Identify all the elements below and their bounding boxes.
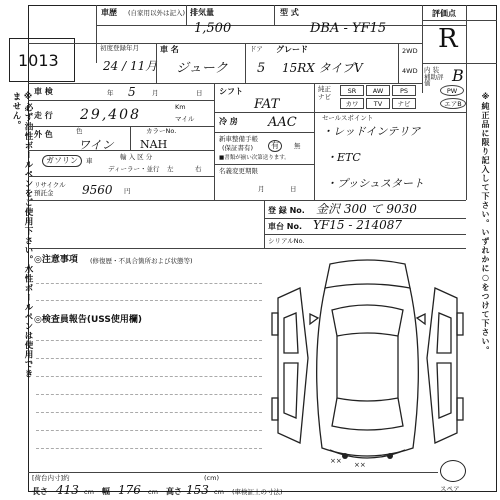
drive-4wd: 4WD bbox=[402, 67, 418, 75]
recycle-unit: 円 bbox=[124, 187, 131, 195]
color-no-value: NAH bbox=[140, 138, 168, 151]
ac-value: AAC bbox=[268, 115, 297, 130]
import-option-2: 左 bbox=[167, 165, 174, 173]
mileage-label: 走 行 bbox=[34, 111, 53, 120]
km-label: Km bbox=[175, 103, 186, 111]
import-label: 輸 入 区 分 bbox=[120, 153, 153, 161]
name-change-label: 名義変更期限 bbox=[219, 167, 258, 175]
shift-value: FAT bbox=[254, 97, 280, 112]
height-value: 153 bbox=[186, 483, 209, 497]
length-value: 413 bbox=[56, 483, 79, 497]
reg-value: 金沢 300 て 9030 bbox=[316, 202, 417, 216]
length-label: 長さ bbox=[32, 487, 48, 496]
recycle-label: リサイクル預託金 bbox=[34, 181, 66, 197]
equip-aw: AW bbox=[366, 85, 390, 96]
fuel-value: ガソリン bbox=[42, 155, 82, 167]
cargo-label: [荷台内寸]約 bbox=[32, 474, 70, 482]
manual-has: 有 bbox=[268, 140, 282, 152]
exterior-color-value: ワイン bbox=[78, 138, 114, 152]
shift-label: シフト bbox=[219, 87, 243, 96]
import-option-1: ディーラー・並行 bbox=[108, 165, 160, 173]
car-name-label: 車 名 bbox=[160, 45, 179, 54]
sales-point-1: ・レッドインテリア bbox=[322, 125, 421, 138]
sales-points-label: セールスポイント bbox=[322, 114, 374, 122]
spare-label: スペア bbox=[440, 485, 460, 493]
recycle-value: 9560 bbox=[82, 183, 113, 197]
name-change-day: 日 bbox=[290, 185, 297, 193]
damage-mark-2: ×× bbox=[354, 461, 366, 469]
equip-sr: SR bbox=[340, 85, 364, 96]
fuel-suffix: 車 bbox=[86, 157, 93, 165]
width-cm: cm bbox=[148, 488, 158, 496]
first-reg-label: 初度登録年月 bbox=[100, 44, 139, 52]
inspector-title: ◎検査員報告(USS使用欄) bbox=[34, 315, 142, 325]
dimensions-unit: (cm) bbox=[204, 474, 219, 482]
interior-label: 内 装 補助評価 bbox=[424, 66, 444, 87]
ac-label: 冷 房 bbox=[219, 117, 238, 126]
width-label: 幅 bbox=[102, 487, 110, 496]
inspection-label: 車 検 bbox=[34, 87, 53, 96]
model-value: DBA - YF15 bbox=[310, 21, 387, 36]
name-change-month: 月 bbox=[258, 185, 265, 193]
manual-sub: (保証書有) bbox=[222, 144, 254, 152]
equip-airbag: エアB bbox=[440, 98, 466, 109]
reg-label: 登 録 No. bbox=[268, 206, 305, 215]
interior-value: B bbox=[452, 66, 464, 85]
height-cm: cm bbox=[214, 488, 224, 496]
doors-label: ドア bbox=[250, 45, 263, 53]
sales-point-2: ・ETC bbox=[326, 151, 361, 164]
serial-label: シリアルNo. bbox=[268, 237, 305, 245]
history-label: 車歴 bbox=[101, 8, 117, 17]
first-reg-value: 24 / 11月 bbox=[103, 59, 158, 73]
import-option-3: 右 bbox=[195, 165, 202, 173]
grade-name-value: 15RX タイプV bbox=[282, 61, 363, 75]
grade-value: R bbox=[438, 24, 458, 54]
inspection-year: 年 bbox=[107, 89, 114, 97]
displacement-label: 排気量 bbox=[190, 8, 214, 17]
dimensions-note: (車検証上の寸法) bbox=[232, 488, 283, 496]
side-note-right: ※純正品に限り記入して下さい。いずれかに○をつけて下さい。 bbox=[481, 92, 490, 355]
equip-pw: PW bbox=[440, 85, 464, 96]
exterior-color-label: 外 色 bbox=[34, 130, 53, 139]
inspection-month: 月 bbox=[152, 89, 159, 97]
notes-sub: (修復歴・不具合箇所および状態等) bbox=[90, 257, 193, 265]
car-name-value: ジューク bbox=[176, 61, 228, 76]
inspection-mark: 5 bbox=[128, 85, 136, 99]
equip-tv: TV bbox=[366, 98, 390, 109]
chassis-value: YF15 - 214087 bbox=[313, 218, 403, 232]
height-label: 高さ bbox=[166, 487, 182, 496]
equip-leather: カワ bbox=[340, 98, 364, 109]
inspection-day: 日 bbox=[196, 89, 203, 97]
notes-title: ◎注意事項 bbox=[34, 255, 78, 265]
history-note: (自家用以外は記入) bbox=[128, 9, 186, 17]
width-value: 176 bbox=[118, 483, 141, 497]
lot-number: 1013 bbox=[18, 51, 59, 70]
mile-label: マイル bbox=[175, 115, 195, 123]
equip-genuine: 純正 bbox=[318, 85, 331, 93]
damage-mark-1: ×× bbox=[330, 457, 342, 465]
equip-ps: PS bbox=[392, 85, 416, 96]
mileage-value: 29,408 bbox=[80, 107, 141, 123]
grade-label: グレード bbox=[276, 45, 308, 54]
spare-box bbox=[440, 460, 466, 482]
car-damage-diagram bbox=[270, 258, 465, 470]
side-note-left: ※必ず油性ボールペンをご使用下さい。水性ボールペンは使用できません。 bbox=[11, 92, 33, 379]
manual-none: 無 bbox=[294, 142, 301, 150]
equip-navi-label: ナビ bbox=[318, 93, 331, 101]
length-cm: cm bbox=[84, 488, 94, 496]
manual-note: ■書類が揃い次第送ります。 bbox=[219, 155, 290, 161]
model-label: 型 式 bbox=[280, 8, 299, 17]
exterior-color-prefix: 色 bbox=[76, 127, 83, 135]
doors-value: 5 bbox=[257, 61, 266, 76]
drive-2wd: 2WD bbox=[402, 47, 418, 55]
chassis-label: 車台 No. bbox=[268, 222, 303, 231]
color-no-label: カラーNo. bbox=[146, 127, 177, 135]
sales-point-3: ・プッシュスタート bbox=[326, 177, 425, 190]
displacement-value: 1,500 bbox=[194, 21, 232, 36]
manual-label: 新車整備手帳 bbox=[219, 135, 258, 143]
equip-navi: ナビ bbox=[392, 98, 416, 109]
grade-box-label: 評価点 bbox=[432, 9, 456, 18]
